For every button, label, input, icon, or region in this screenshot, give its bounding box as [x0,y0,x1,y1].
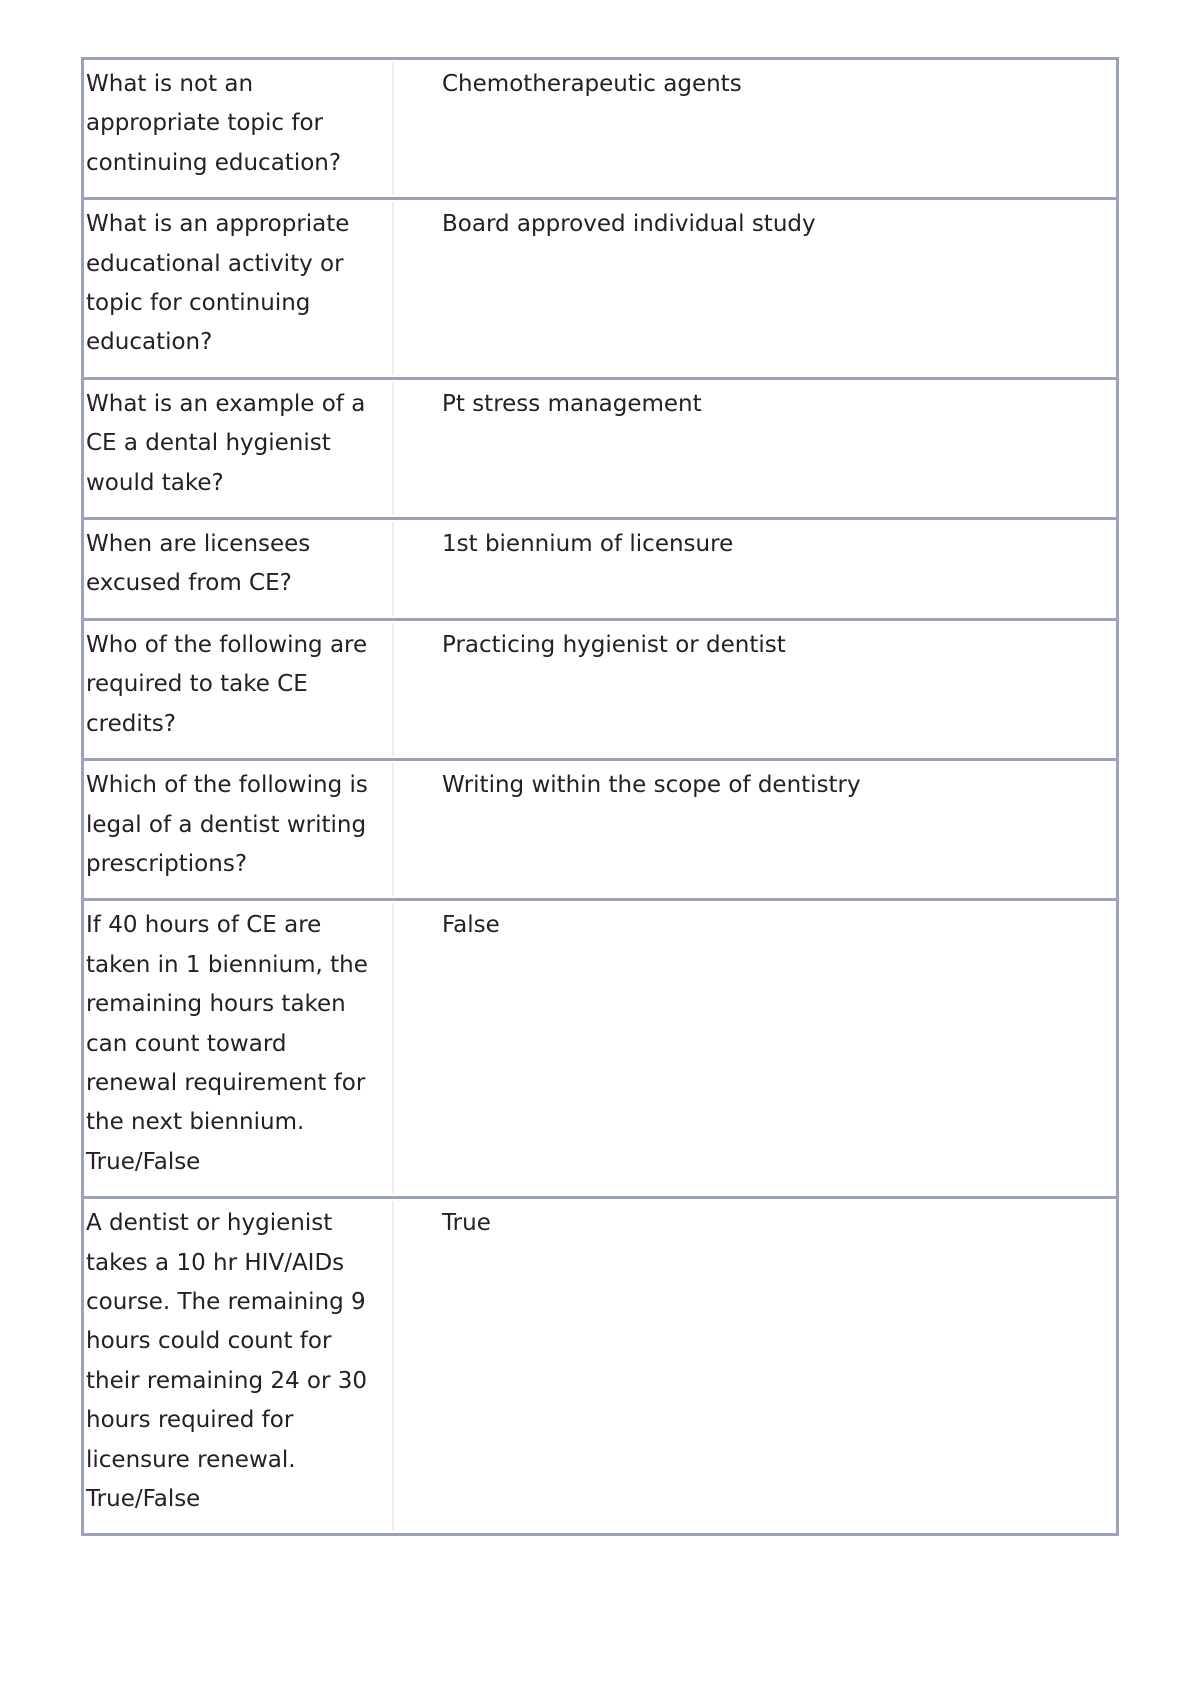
term-cell [83,199,395,379]
term-cell [83,760,395,900]
term-cell [83,1198,395,1535]
definition-text: Board approved individual study [442,211,816,238]
flashcard-table [81,57,1119,1536]
term-cell [83,619,395,759]
definition-cell [394,900,1118,1198]
definition-text: Practicing hygienist or dentist [442,631,786,658]
term-text: What is an example of a CE a dental hygienist would take? [86,390,366,496]
definition-text: Chemotherapeutic agents [442,71,742,97]
term-text: What is an appropriate educational activity or topic for continuing education? [86,211,350,356]
definition-cell [394,1198,1118,1535]
table-row [83,619,1118,759]
table-row [83,519,1118,620]
table-row [83,199,1118,379]
term-cell [83,59,395,199]
term-cell [83,900,395,1198]
definition-cell [394,519,1118,620]
definition-text: Pt stress management [442,390,702,417]
term-text: If 40 hours of CE are taken in 1 biennium, the remaining hours taken can count toward renewal requirement for the next biennium. True/False [86,912,368,1175]
term-text: What is not an appropriate topic for continuing education? [86,71,342,176]
term-text: Which of the following is legal of a dentist writing prescriptions? [86,772,368,877]
definition-cell [394,378,1118,518]
definition-cell [394,760,1118,900]
term-cell [83,519,395,620]
definition-text: True [442,1210,491,1237]
definition-cell [394,59,1118,199]
term-text: When are licensees excused from CE? [86,531,311,597]
definition-text: 1st biennium of licensure [442,531,734,558]
definition-cell [394,199,1118,379]
table-row [83,1198,1118,1535]
table-row [83,378,1118,518]
definition-text: False [442,912,500,939]
table-row [83,760,1118,900]
definition-cell [394,619,1118,759]
term-text: Who of the following are required to take CE credits? [86,631,368,737]
term-cell [83,378,395,518]
table-row [83,59,1118,199]
definition-text: Writing within the scope of dentistry [442,772,861,799]
term-text: A dentist or hygienist takes a 10 hr HIV/AIDs course. The remaining 9 hours could count for their remaining 24 or 30 hours required for licensure renewal. True/False [86,1210,368,1512]
table-row [83,900,1118,1198]
